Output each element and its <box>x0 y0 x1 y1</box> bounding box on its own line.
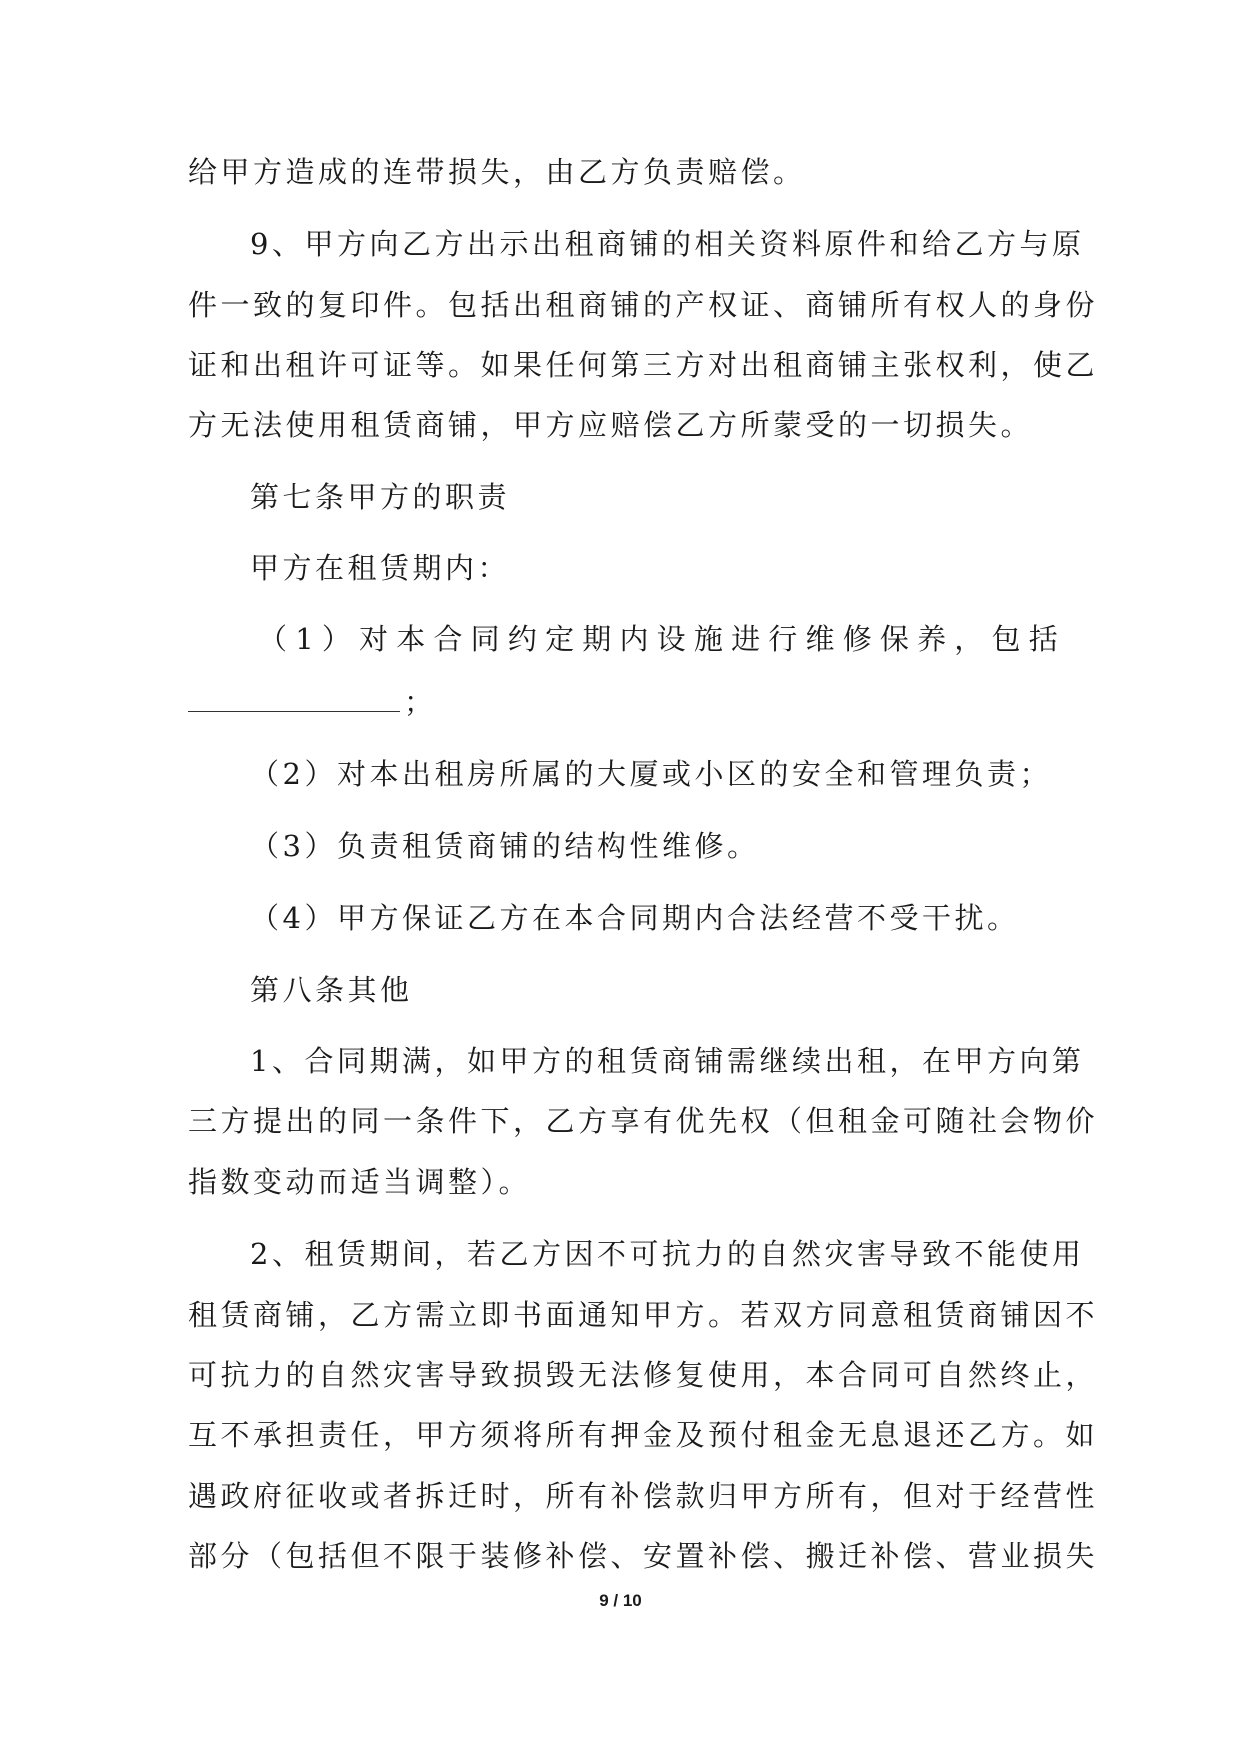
list-item-1-char: 维 <box>805 622 835 656</box>
list-item-1-char: 对 <box>359 622 389 656</box>
list-item-1-char: 设 <box>656 622 686 656</box>
paragraph-line: 2、租赁期间，若乙方因不可抗力的自然灾害导致不能使用 <box>250 1237 1085 1271</box>
paragraph-line: 租赁商铺，乙方需立即书面通知甲方。若双方同意租赁商铺因不 <box>188 1298 1099 1332</box>
list-item-1-char: 修 <box>842 622 872 656</box>
list-item-1-char: 1 <box>295 622 314 656</box>
paragraph-line: 证和出租许可证等。如果任何第三方对出租商铺主张权利，使乙 <box>188 348 1099 382</box>
section-heading: 第七条甲方的职责 <box>250 480 511 514</box>
page-number: 9 / 10 <box>599 1591 642 1610</box>
list-item-1-char: 内 <box>619 622 649 656</box>
list-item-1-char: 合 <box>433 622 463 656</box>
list-item-2: （2）对本出租房所属的大厦或小区的安全和管理负责； <box>250 757 1052 791</box>
fill-in-punctuation: ； <box>404 685 437 719</box>
list-item-1-char: （ <box>258 622 288 656</box>
blank-underline <box>188 683 400 712</box>
list-item-1-char: ， <box>954 622 984 656</box>
paragraph-line: 件一致的复印件。包括出租商铺的产权证、商铺所有权人的身份 <box>188 288 1099 322</box>
list-item-1-char: 施 <box>693 622 723 656</box>
list-item-1-char: 定 <box>545 622 575 656</box>
list-item-3: （3）负责租赁商铺的结构性维修。 <box>250 829 760 863</box>
list-item-1-char: 括 <box>1028 622 1058 656</box>
list-item-4: （4）甲方保证乙方在本合同期内合法经营不受干扰。 <box>250 901 1020 935</box>
paragraph-line: 互不承担责任，甲方须将所有押金及预付租金无息退还乙方。如 <box>188 1418 1099 1452</box>
list-item-1-char: 养 <box>917 622 947 656</box>
section-heading: 第八条其他 <box>250 973 413 1007</box>
paragraph-line: 部分（包括但不限于装修补偿、安置补偿、搬迁补偿、营业损失 <box>188 1539 1099 1573</box>
paragraph-line: 三方提出的同一条件下，乙方享有优先权（但租金可随社会物价 <box>188 1104 1099 1138</box>
list-item-1-char: 约 <box>507 622 537 656</box>
paragraph-line: 指数变动而适当调整）。 <box>188 1165 532 1199</box>
list-item-1-char: 期 <box>582 622 612 656</box>
list-item-1-char: ） <box>321 622 351 656</box>
list-item-1-char: 进 <box>731 622 761 656</box>
paragraph-line: 方无法使用租赁商铺，甲方应赔偿乙方所蒙受的一切损失。 <box>188 408 1034 442</box>
list-item-1-char: 包 <box>991 622 1021 656</box>
list-item-1-char: 本 <box>396 622 426 656</box>
list-item-1 <box>258 617 1058 661</box>
fill-in-line <box>188 680 1058 724</box>
list-item-1-char: 保 <box>879 622 909 656</box>
list-item-1-char: 行 <box>768 622 798 656</box>
paragraph-line: 1、合同期满，如甲方的租赁商铺需继续出租，在甲方向第 <box>250 1044 1085 1078</box>
paragraph-line: 遇政府征收或者拆迁时，所有补偿款归甲方所有，但对于经营性 <box>188 1479 1099 1513</box>
paragraph-line: 9、甲方向乙方出示出租商铺的相关资料原件和给乙方与原 <box>250 227 1085 261</box>
paragraph-line: 给甲方造成的连带损失，由乙方负责赔偿。 <box>188 155 806 189</box>
list-item-1-char: 同 <box>470 622 500 656</box>
paragraph-line: 可抗力的自然灾害导致损毁无法修复使用，本合同可自然终止， <box>188 1358 1099 1392</box>
paragraph-line: 甲方在租赁期内： <box>250 551 511 585</box>
